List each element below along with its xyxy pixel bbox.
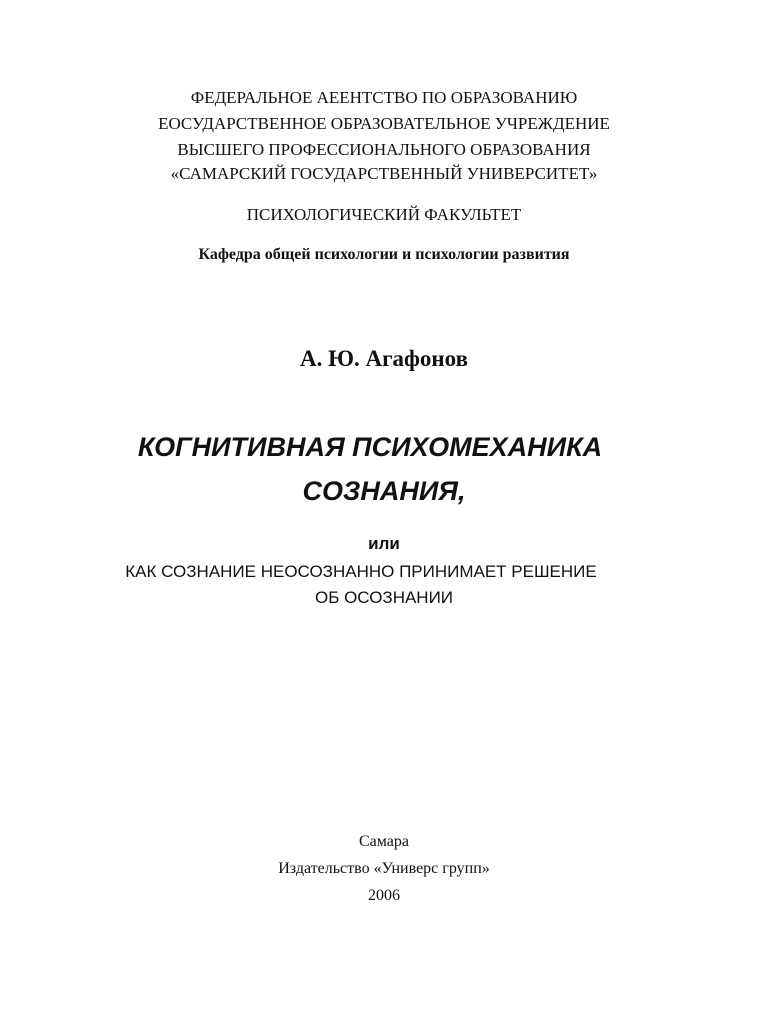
- imprint-year: 2006: [368, 887, 400, 904]
- institution-line-2: ЕОСУДАРСТВЕННОЕ ОБРАЗОВАТЕЛЬНОЕ УЧРЕЖДЕНИЕ: [158, 114, 610, 133]
- subtitle-line-1: КАК СОЗНАНИЕ НЕОСОЗНАННО ПРИНИМАЕТ РЕШЕНИЕ: [125, 562, 597, 581]
- book-title-line-2: СОЗНАНИЯ,: [302, 476, 466, 506]
- department-name: Кафедра общей психологии и психологии развития: [198, 246, 570, 263]
- subtitle-line-2: ОБ ОСОЗНАНИИ: [314, 588, 454, 607]
- institution-line-1: ФЕДЕРАЛЬНОЕ АЕЕНТСТВО ПО ОБРАЗОВАНИЮ: [190, 88, 578, 107]
- author-name: А. Ю. Агафонов: [299, 346, 469, 371]
- title-connector: или: [368, 534, 400, 553]
- institution-line-4: «САМАРСКИЙ ГОСУДАРСТВЕННЫЙ УНИВЕРСИТЕТ»: [170, 164, 598, 183]
- imprint-publisher: Издательство «Универс групп»: [278, 860, 490, 877]
- book-title-line-1: КОГНИТИВНАЯ ПСИХОМЕХАНИКА: [137, 432, 603, 462]
- imprint-city: Самара: [359, 833, 409, 850]
- faculty-name: ПСИХОЛОГИЧЕСКИЙ ФАКУЛЬТЕТ: [246, 205, 522, 224]
- institution-line-3: ВЫСШЕГО ПРОФЕССИОНАЛЬНОГО ОБРАЗОВАНИЯ: [177, 140, 591, 159]
